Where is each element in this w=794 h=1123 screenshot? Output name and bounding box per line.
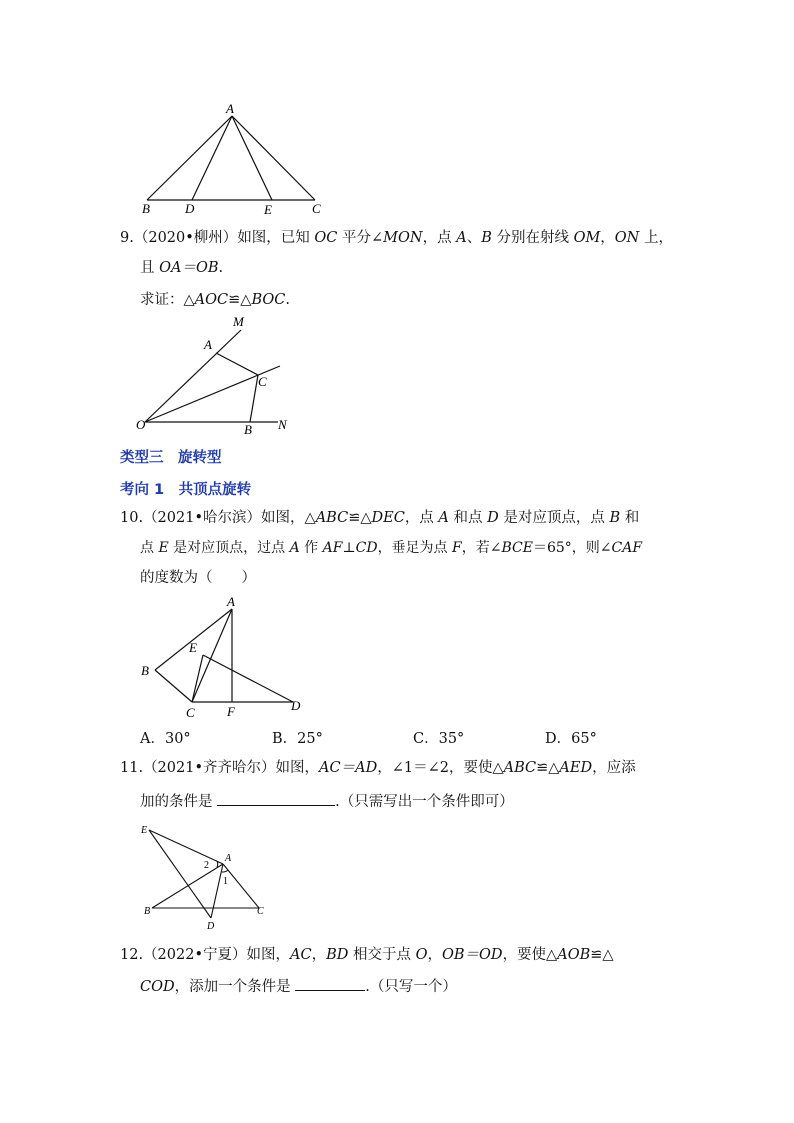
math-aob: AOB [557,947,591,963]
text: 如图， [275,760,320,776]
angle-2-arc [217,861,218,867]
question-12-line1 [120,945,614,965]
question-source: （2022•宁夏） [143,947,247,963]
question-10-line3: 的度数为（ ） [140,570,256,586]
math-f: F [452,540,462,556]
label-m: M [233,314,244,329]
text: ，垂足为点 [377,540,453,556]
label-b: B [244,422,252,437]
math-mon: MON [383,230,423,246]
question-12-line2 [140,975,457,997]
segment-cb [250,375,258,422]
segment-bc [155,670,192,702]
math-ob-od: OB＝OD [442,947,503,963]
option-value: 30° [164,731,191,747]
text: ，若∠ [461,540,502,556]
math-b: B [609,510,621,526]
label-d: D [291,698,301,713]
answer-blank[interactable] [295,975,365,991]
text: ， [311,947,327,963]
label-c: C [312,201,321,216]
segment-ac [192,609,232,702]
math-boc: BOC [251,292,286,308]
figure-q8 [130,100,340,220]
label-c: C [258,374,267,389]
question-source: （2021•齐齐哈尔） [143,760,276,776]
text: 如图，已知 [237,230,315,246]
math-caf: CAF [611,540,643,556]
math-ac-ad: AC＝AD [319,760,378,776]
segment-ac [223,864,259,908]
text: . [218,260,224,276]
label-n: N [278,417,287,432]
text: ≌△ [228,292,252,308]
option-a[interactable] [140,727,191,748]
option-c[interactable] [413,727,464,748]
text: ≌△ [348,510,372,526]
label-c: C [186,705,195,720]
segment-ac [232,116,315,200]
text: 如图，△ [261,510,316,526]
text: ，添加一个条件是 [174,979,296,995]
text: ，∠1＝∠2，要使△ [377,760,504,776]
segment-ed [149,830,211,918]
math-abc: ABC [503,760,537,776]
math-a: A [456,230,467,246]
text: ， [600,230,615,246]
text: ，要使△ [502,947,558,963]
text: 如图， [246,947,291,963]
math-b: B [481,230,492,246]
question-9-line2 [140,258,223,278]
text: 加的条件是 [140,794,218,810]
math-a: A [438,510,449,526]
segment-ac [216,353,258,375]
math-aed: AED [559,760,593,776]
question-source: （2021•哈尔滨） [143,510,262,526]
math-aoc: AOC [194,292,229,308]
text: 且 [140,260,160,276]
figure-q11 [135,818,285,932]
text: .（只写一个） [365,979,457,995]
label-d: D [207,921,215,932]
angle-1-arc [222,870,228,872]
ray-om [145,330,241,422]
section-sub-heading: 考向 1 共顶点旋转 [120,482,252,498]
segment-ea [149,830,223,864]
text: ≌△ [590,947,614,963]
option-value: 65° [571,731,597,747]
label-d: D [185,201,195,216]
math-ac: AC [290,947,312,963]
text: 平分∠ [337,230,384,246]
answer-blank[interactable] [217,790,335,806]
question-9-proof [140,290,290,310]
text: 是对应顶点，过点 [168,540,290,556]
label-a: A [227,594,235,609]
label-a: A [225,853,232,864]
text: ≌△ [536,760,560,776]
text: 求证：△ [140,292,195,308]
math-o: O [415,947,428,963]
option-letter: A． [140,731,165,747]
segment-ab [152,864,223,908]
label-e: E [264,202,272,217]
text: 作 [299,540,323,556]
text: 分别在射线 [491,230,574,246]
question-number: 9. [120,230,134,246]
label-f: F [227,704,235,719]
text: 、 [466,230,482,246]
text: .（只需写出一个条件即可） [335,794,514,810]
option-b[interactable] [272,727,323,748]
math-om: OM [573,230,601,246]
math-dec: DEC [371,510,405,526]
text: 和 [620,510,640,526]
label-angle-1: 1 [223,876,228,887]
question-11-line2 [140,790,514,812]
text: 上， [639,230,673,246]
math-abc: ABC [315,510,349,526]
option-letter: D． [545,731,572,747]
text: 点 [140,540,159,556]
label-b: B [144,906,151,917]
question-10-line2 [140,538,642,558]
text: ， [427,947,442,963]
label-e: E [141,825,148,836]
label-angle-2: 2 [204,860,209,871]
option-letter: C． [413,731,439,747]
option-value: 35° [438,731,465,747]
text: ，点 [422,230,457,246]
math-bd: BD [326,947,349,963]
text: 相交于点 [348,947,416,963]
math-oa-ob: OA＝OB [159,260,219,276]
math-e: E [158,540,169,556]
label-a: A [204,337,212,352]
segment-ae [232,116,272,200]
label-a: A [226,101,234,116]
text: 是对应顶点，点 [498,510,610,526]
text: 和点 [448,510,488,526]
text: ，应添 [592,760,636,776]
figure-q9 [130,312,300,437]
segment-ad [192,116,232,200]
segment-ed [203,655,293,702]
question-number: 10. [120,510,144,526]
segment-ab [147,116,232,200]
question-9-line1 [120,228,673,248]
math-d: D [487,510,499,526]
segment-ec [192,655,203,702]
option-d[interactable] [545,727,597,748]
math-on: ON [614,230,640,246]
option-letter: B． [272,731,298,747]
math-a: A [289,540,300,556]
math-bce: BCE [501,540,533,556]
math-cod: COD [140,979,175,995]
figure-q10 [135,592,315,722]
question-number: 11. [120,760,144,776]
math-oc: OC [314,230,338,246]
label-b: B [141,663,149,678]
question-11-line1 [120,758,636,778]
label-e: E [189,640,197,655]
label-o: O [136,417,146,432]
text: ，点 [404,510,439,526]
label-b: B [142,201,150,216]
label-c: C [257,906,264,917]
question-source: （2020•柳州） [133,230,238,246]
option-value: 25° [297,731,323,747]
text: ＝65°，则∠ [532,540,612,556]
section-type-heading: 类型三 旋转型 [120,450,222,466]
text: . [285,292,290,308]
math-af-cd: AF⊥CD [322,540,378,556]
question-number: 12. [120,947,144,963]
question-10-line1 [120,508,639,528]
segment-ad [211,864,223,918]
